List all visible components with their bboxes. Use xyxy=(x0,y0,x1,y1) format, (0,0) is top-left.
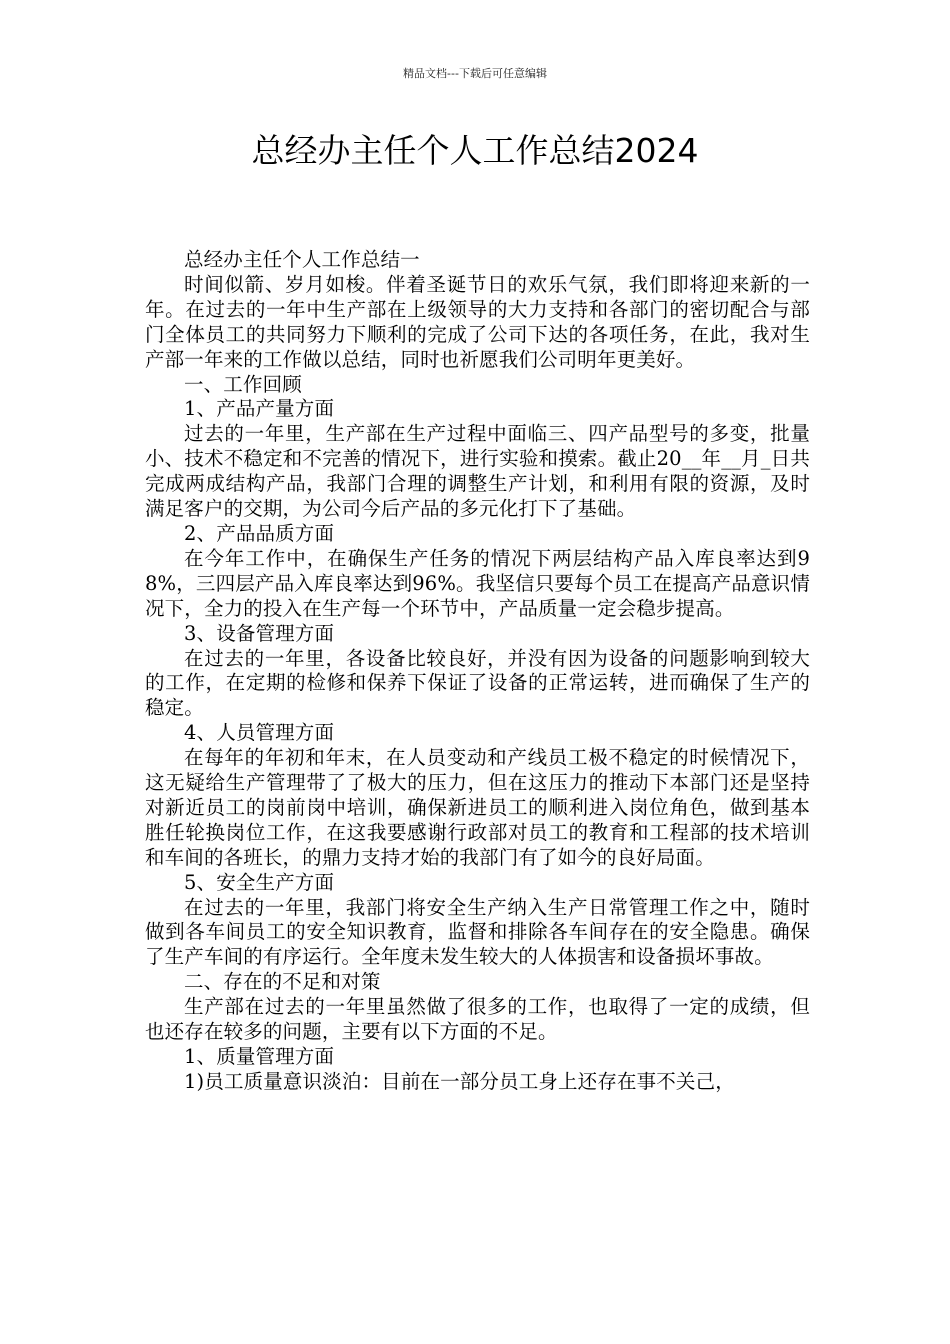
document-body xyxy=(145,248,810,1095)
paragraph: 时间似箭、岁月如梭。伴着圣诞节日的欢乐气氛，我们即将迎来新的一年。在过去的一年中生产部在上级领导的大力支持和各部门的密切配合与部门全体员工的共同努力下顺利的完成了公司下达的各项任务，在此，我对生产部一年来的工作做以总结，同时也祈愿我们公司明年更美好。 xyxy=(145,272,810,371)
header-note: 精品文档---下载后可任意编辑 xyxy=(403,67,547,80)
paragraph: 1)员工质量意识淡泊：目前在一部分员工身上还存在事不关己， xyxy=(184,1069,735,1093)
subsection-heading: 5、安全生产方面 xyxy=(184,870,335,894)
section-heading: 一、工作回顾 xyxy=(184,372,302,396)
section-heading: 总经办主任个人工作总结一 xyxy=(184,248,420,271)
subsection-heading: 2、产品品质方面 xyxy=(184,521,335,545)
paragraph: 在过去的一年里，各设备比较良好，并没有因为设备的问题影响到较大的工作，在定期的检修和保养下保证了设备的正常运转，进而确保了生产的稳定。 xyxy=(145,646,810,720)
subsection-heading: 1、产品产量方面 xyxy=(184,397,335,421)
subsection-heading: 3、设备管理方面 xyxy=(184,621,335,645)
document-title: 总经办主任个人工作总结2024 xyxy=(251,131,699,170)
paragraph: 在每年的年初和年末，在人员变动和产线员工极不稳定的时候情况下，这无疑给生产管理带了了极大的压力，但在这压力的推动下本部门还是坚持对新近员工的岗前岗中培训，确保新进员工的顺利进入岗位角色，做到基本胜任轮换岗位工作，在这我要感谢行政部对员工的教育和工程部的技术培训和车间的各班长，的鼎力支持才始的我部门有了如今的良好局面。 xyxy=(145,746,810,869)
section-heading: 二、存在的不足和对策 xyxy=(184,970,381,994)
paragraph: 生产部在过去的一年里虽然做了很多的工作，也取得了一定的成绩，但也还存在较多的问题，主要有以下方面的不足。 xyxy=(145,995,810,1044)
subsection-heading: 4、人员管理方面 xyxy=(184,721,335,745)
subsection-heading: 1、质量管理方面 xyxy=(184,1045,335,1068)
paragraph: 在今年工作中，在确保生产任务的情况下两层结构产品入库良率达到98%，三四层产品入库良率达到96%。我坚信只要每个员工在提高产品意识情况下，全力的投入在生产每一个环节中，产品质量一定会稳步提高。 xyxy=(145,546,810,620)
paragraph: 在过去的一年里，我部门将安全生产纳入生产日常管理工作之中，随时做到各车间员工的安全知识教育，监督和排除各车间存在的安全隐患。确保了生产车间的有序运行。全年度未发生较大的人体损害和设备损坏事故。 xyxy=(145,895,810,969)
paragraph: 过去的一年里，生产部在生产过程中面临三、四产品型号的多变，批量小、技术不稳定和不完善的情况下，进行实验和摸索。截止20__年__月_日共完成两成结构产品，我部门合理的调整生产计划，和利用有限的资源，及时满足客户的交期，为公司今后产品的多元化打下了基础。 xyxy=(145,422,810,521)
